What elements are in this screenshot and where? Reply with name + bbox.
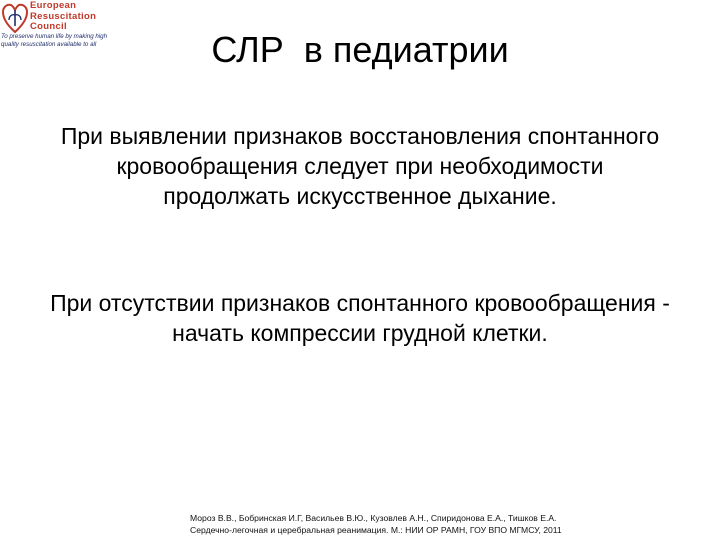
paragraph-no-rosc: При отсутствии признаков спонтанного кровообращения - начать компрессии грудной клетки.	[50, 290, 670, 346]
reference-citation	[190, 512, 710, 536]
logo-line-3: Council	[30, 21, 67, 32]
logo-line-2: Resuscitation	[30, 10, 97, 22]
paragraph-rosc: При выявлении признаков восстановления спонтанного кровообращения следует при необходимости продолжать искусственное дыхание.	[60, 123, 660, 209]
logo-tagline: To preserve human life by making high quality resuscitation available to all	[1, 33, 108, 48]
logo-line-1: European	[30, 0, 77, 11]
slide-title: СЛР в педиатрии	[211, 29, 509, 70]
reference-authors: Мороз В.В., Бобринская И.Г, Васильев В.Ю., Кузовлев А.Н., Спиридонова Е.А., Тишков Е.А.	[190, 513, 557, 523]
reference-source: Сердечно-легочная и церебральная реанимация. М.: НИИ ОР РАМН, ГОУ ВПО МГМСУ, 2011	[190, 525, 562, 535]
